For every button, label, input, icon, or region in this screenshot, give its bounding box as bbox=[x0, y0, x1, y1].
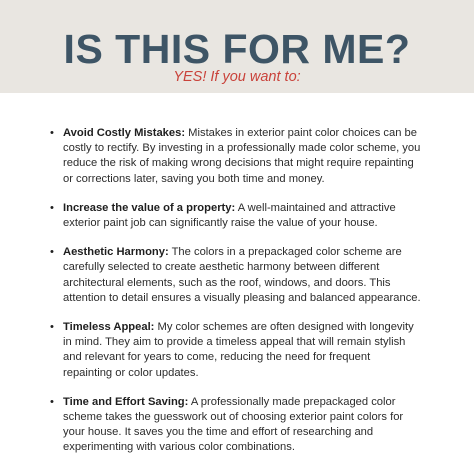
item-text: A well-maintained and attractive exterior paint job can significantly raise the value of your house. bbox=[63, 201, 396, 230]
bullet-icon: • bbox=[50, 201, 54, 214]
item-title: Aesthetic Harmony: bbox=[63, 246, 169, 259]
page-subtitle: YES! If you want to: bbox=[173, 69, 301, 85]
item-title: Timeless Appeal: bbox=[63, 321, 155, 334]
bullet-icon: • bbox=[50, 321, 54, 334]
item-text: My color schemes are often designed with longevity in mind. They aim to provide a timeless appeal that will remain stylish and relevant for years to come, reducing the need for frequent repainting or color updates. bbox=[63, 321, 414, 379]
list-item bbox=[50, 320, 422, 381]
page-title: IS THIS FOR ME? bbox=[63, 26, 411, 72]
bullet-icon: • bbox=[50, 395, 54, 408]
item-text: Mistakes in exterior paint color choices can be costly to rectify. By investing in a professionally made color scheme, you reduce the risk of making wrong decisions that might require repainting or corrections later, saving you both time and money. bbox=[63, 127, 421, 185]
benefits-list bbox=[50, 126, 422, 470]
list-item bbox=[50, 201, 422, 231]
item-text: A professionally made prepackaged color scheme takes the guesswork out of choosing exterior paint colors for your house. It saves you the time and effort of researching and experimenting with various color combinations. bbox=[63, 395, 404, 454]
item-title: Time and Effort Saving: bbox=[63, 395, 189, 408]
bullet-icon: • bbox=[50, 127, 54, 139]
item-title: Avoid Costly Mistakes: bbox=[63, 127, 186, 139]
header-banner bbox=[0, 0, 474, 93]
item-text: The colors in a prepackaged color scheme are carefully selected to create aesthetic harmony between different architectural elements, such as the roof, windows, and doors. This attention to detail ensures a visually pleasing and balanced appearance. bbox=[63, 246, 421, 304]
bullet-icon: • bbox=[50, 246, 54, 259]
item-title: Increase the value of a property: bbox=[63, 201, 236, 214]
list-item bbox=[50, 395, 422, 456]
list-item bbox=[50, 245, 422, 306]
list-item bbox=[50, 126, 422, 187]
